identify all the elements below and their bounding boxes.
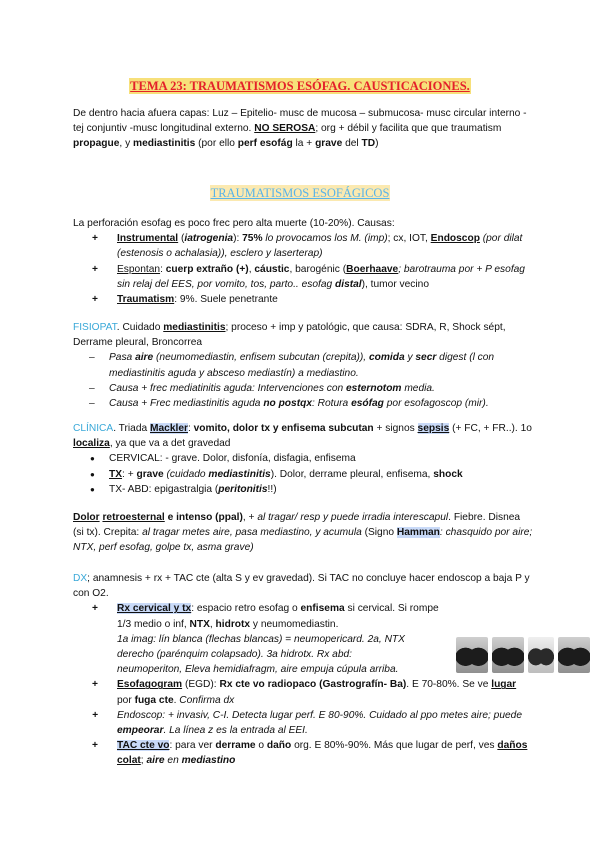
list-item: + TAC cte vo: para ver derrame o daño org. E 80%-90%. Más que lugar de perf, ves daños colat; aire en mediastino: [73, 738, 533, 768]
chest-xray-icon: [492, 637, 524, 673]
list-item: ● CERVICAL: - grave. Dolor, disfonía, disfagia, enfisema: [73, 451, 533, 466]
dx-paragraph: DX; anamnesis + rx + TAC cte (alta S y ev gravedad). Si TAC no concluye hacer endoscop a baja P y con O2.: [73, 573, 530, 600]
perforacion-intro: La perforación esofag es poco frec pero alta muerte (10-20%). Causas:: [73, 218, 395, 229]
page-title: TEMA 23: TRAUMATISMOS ESÓFAG. CAUSTICACIONES.: [130, 79, 470, 93]
list-item: + Espontan: cuerp extraño (+), cáustic, barogénic (Boerhaave; barotrauma por + P esofag sin relaj del EES, por vomito, tos, parto.. esofag distal), tumor vecino: [73, 262, 533, 292]
list-item: – Pasa aire (neumomediastin, enfisem subcutan (crepita)), comida y secr digest (l con mediastinitis aguda y absceso mediastín) a mediastino.: [73, 350, 533, 380]
section-title: TRAUMATISMOS ESOFÁGICOS: [210, 186, 390, 200]
intro-paragraph: De dentro hacia afuera capas: Luz – Epitelio- musc de mucosa – submucosa- musc circular interno - tej conjuntiv -musc longitudinal externo. NO SEROSA; org + débil y facilita que que traumatism propague, y mediastinitis (por ello perf esofág la + grave del TD): [73, 108, 527, 150]
list-item: ● TX: + grave (cuidado mediastinitis). Dolor, derrame pleural, enfisema, shock: [73, 467, 533, 482]
image-note: 1a imag: lín blanca (flechas blancas) = neumopericard. 2a, NTX derecho (parénquim colapsado). 3a hidrotx. Rx abd: neumoperiton, Eleva hemidiafragm, aire empuja cúpula arriba.: [117, 633, 405, 676]
list-item: + Rx cervical y tx: espacio retro esofag o enfisema si cervical. Si rompe 1/3 medio o inf, NTX, hidrotx y neumomediastin. 1a imag: lín blanca (flechas blancas) = neumopericard. 2a, NTX derecho (parénquim colapsado). 3a hidrotx. Rx abd: neumoperiton, Eleva hemidiafragm, aire empuja cúpula arriba.: [73, 601, 533, 677]
chest-xray-icon: [528, 637, 554, 673]
list-item: – Causa + frec mediatinitis aguda: Intervenciones con esternotom media.: [73, 381, 533, 396]
xray-images: [456, 637, 596, 673]
chest-xray-icon: [558, 637, 590, 673]
perforacion-section: [73, 216, 533, 307]
fisiopat-paragraph: FISIOPAT. Cuidado mediastinitis; proceso + imp y patológic, que causa: SDRA, R, Shock sépt, Derrame pleural, Broncorrea: [73, 322, 506, 349]
list-item: + Endoscop: + invasiv, C-I. Detecta lugar perf. E 80-90%. Cuidado al ppo metes aire; puede empeorar. La línea z es la entrada al EEI.: [73, 708, 533, 738]
list-item: – Causa + Frec mediastinitis aguda no postqx: Rotura esófag por esofagoscop (mir).: [73, 396, 533, 411]
clinica-section: [73, 421, 533, 497]
chest-xray-icon: [456, 637, 488, 673]
list-item: + Instrumental (iatrogenia): 75% lo provocamos los M. (imp); cx, IOT, Endoscop (por dilat (estenosis o achalasia)), esclero y laserterap): [73, 231, 533, 261]
list-item: ● TX- ABD: epigastralgia (peritonitis!!): [73, 482, 533, 497]
list-item: + Esofagogram (EGD): Rx cte vo radiopaco (Gastrografín- Ba). E 70-80%. Se ve lugar por fuga cte. Confirma dx: [73, 677, 533, 707]
fisiopat-section: [73, 320, 533, 411]
dolor-paragraph: Dolor retroesternal e intenso (ppal), + al tragar/ resp y puede irradia interescapul. Fiebre. Disnea (si tx). Crepita: al tragar metes aire, pasa mediastino, y acumula (Signo Hamman: chasquido por aire; NTX, perf esofag, golpe tx, asma grave): [73, 512, 533, 554]
list-item: + Traumatism: 9%. Suele penetrante: [73, 292, 533, 307]
clinica-paragraph: CLÍNICA. Triada Mackler: vomito, dolor tx y enfisema subcutan + signos sepsis (+ FC, + FR..). 1o localiza, ya que va a det gravedad: [73, 423, 532, 450]
